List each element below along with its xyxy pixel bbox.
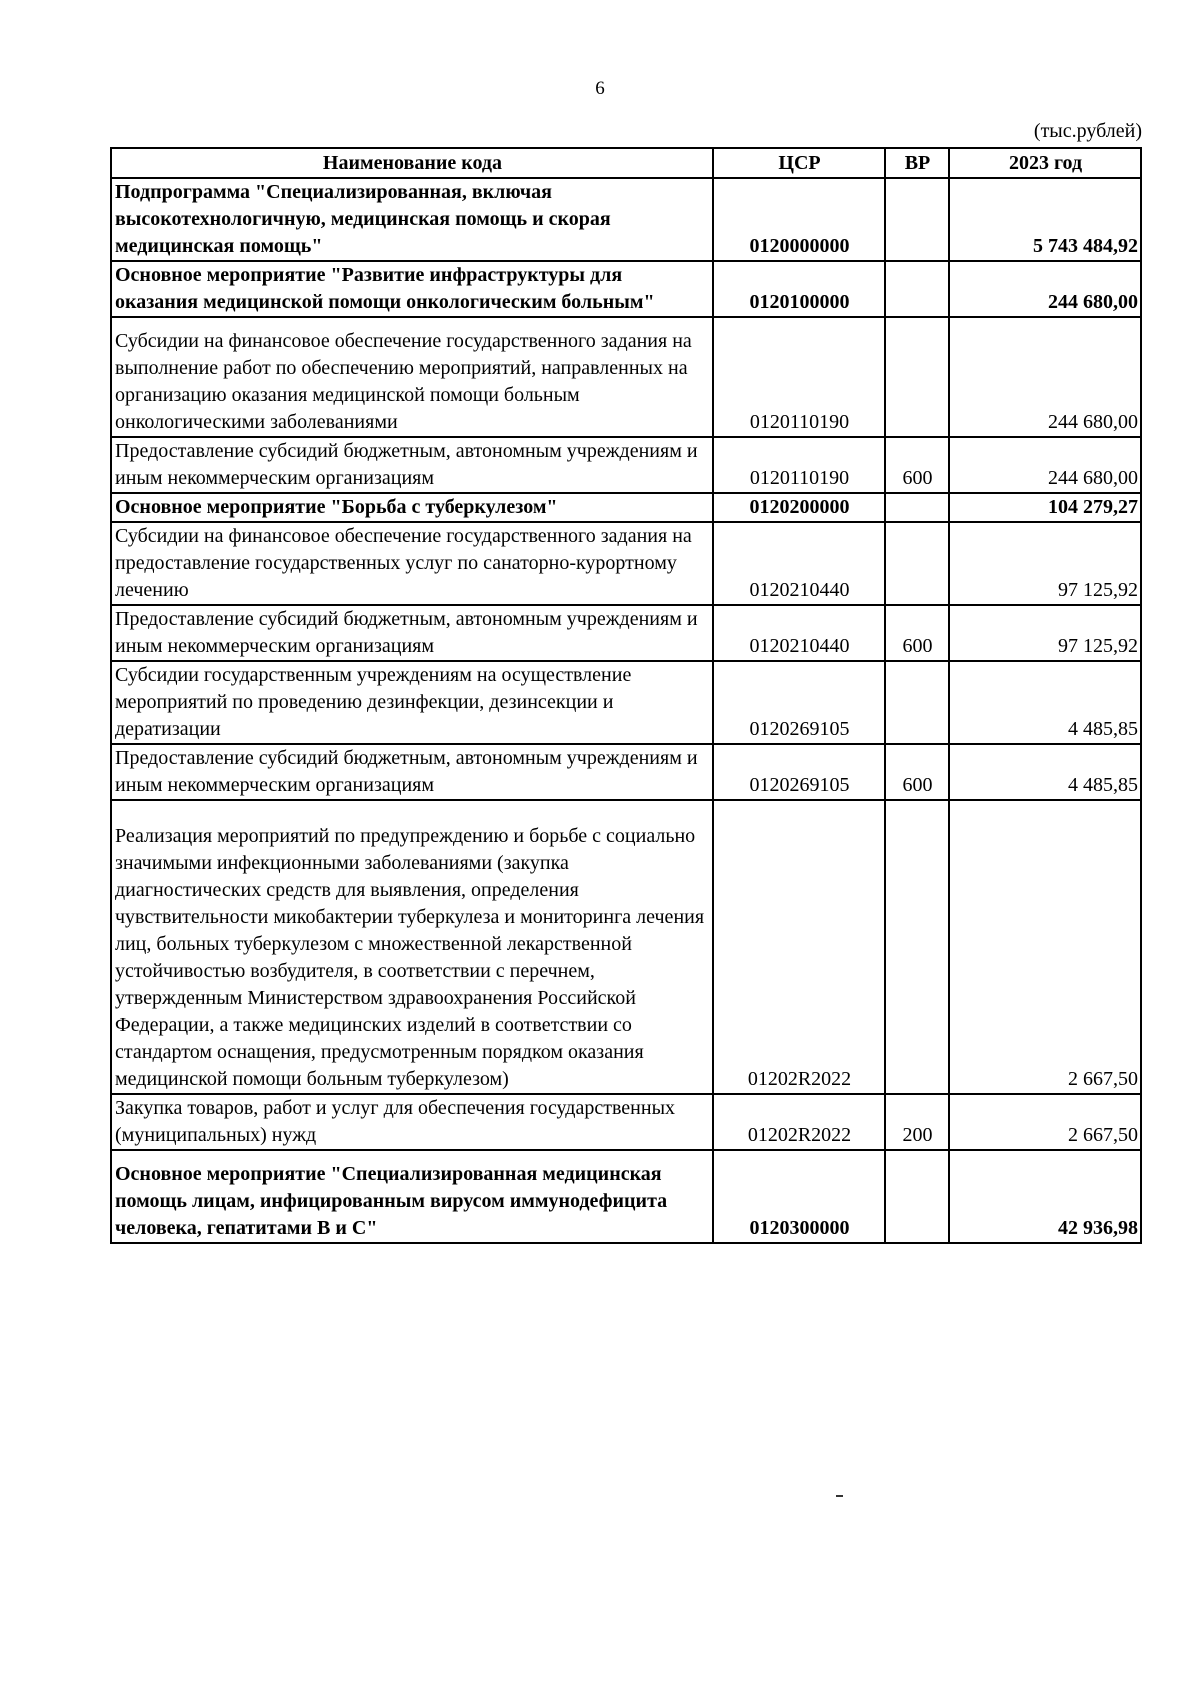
header-year: 2023 год [949,148,1141,178]
row-vr [885,261,949,317]
row-amount: 97 125,92 [949,605,1141,661]
row-name: Основное мероприятие "Борьба с туберкулезом" [111,493,713,522]
row-name: Подпрограмма "Специализированная, включая высокотехнологичную, медицинская помощь и скорая медицинская помощь" [111,178,713,261]
row-amount: 4 485,85 [949,744,1141,800]
row-name: Предоставление субсидий бюджетным, автономным учреждениям и иным некоммерческим организациям [111,605,713,661]
table-row [111,178,1141,261]
table-header-row [111,148,1141,178]
table-row [111,493,1141,522]
row-name: Предоставление субсидий бюджетным, автономным учреждениям и иным некоммерческим организациям [111,437,713,493]
row-name: Основное мероприятие "Специализированная медицинская помощь лицам, инфицированным вирусом иммунодефицита человека, гепатитами В и С" [111,1150,713,1243]
row-name: Закупка товаров, работ и услуг для обеспечения государственных (муниципальных) нужд [111,1094,713,1150]
row-name: Предоставление субсидий бюджетным, автономным учреждениям и иным некоммерческим организациям [111,744,713,800]
row-amount: 244 680,00 [949,261,1141,317]
row-vr [885,800,949,1094]
page-number: 6 [595,78,605,99]
row-csr: 01202R2022 [713,1094,885,1150]
table-row [111,744,1141,800]
units-note: (тыс.рублей) [1033,120,1142,142]
row-vr [885,661,949,744]
row-vr: 200 [885,1094,949,1150]
row-amount: 5 743 484,92 [949,178,1141,261]
row-csr: 0120200000 [713,493,885,522]
table-row [111,605,1141,661]
table-row [111,317,1141,437]
row-vr [885,317,949,437]
table-row [111,437,1141,493]
row-csr: 0120300000 [713,1150,885,1243]
row-csr: 0120100000 [713,261,885,317]
row-name: Субсидии государственным учреждениям на осуществление мероприятий по проведению дезинфекции, дезинсекции и дератизации [111,661,713,744]
row-csr: 0120269105 [713,744,885,800]
table-row [111,1150,1141,1243]
table-row [111,1094,1141,1150]
row-name: Основное мероприятие "Развитие инфраструктуры для оказания медицинской помощи онкологическим больным" [111,261,713,317]
row-csr: 0120210440 [713,522,885,605]
row-vr: 600 [885,437,949,493]
header-csr: ЦСР [713,148,885,178]
row-vr [885,1150,949,1243]
row-amount: 4 485,85 [949,661,1141,744]
row-csr: 0120210440 [713,605,885,661]
row-name: Субсидии на финансовое обеспечение государственного задания на выполнение работ по обеспечению мероприятий, направленных на организацию оказания медицинской помощи больным онкологическими заболеваниями [111,317,713,437]
table-row [111,800,1141,1094]
row-vr [885,493,949,522]
budget-table [110,147,1142,1244]
row-vr: 600 [885,744,949,800]
row-amount: 104 279,27 [949,493,1141,522]
row-amount: 42 936,98 [949,1150,1141,1243]
row-csr: 0120269105 [713,661,885,744]
row-amount: 244 680,00 [949,437,1141,493]
row-vr [885,178,949,261]
table-row [111,661,1141,744]
row-name: Субсидии на финансовое обеспечение государственного задания на предоставление государственных услуг по санаторно-курортному лечению [111,522,713,605]
row-amount: 2 667,50 [949,1094,1141,1150]
row-csr: 0120110190 [713,317,885,437]
row-csr: 0120110190 [713,437,885,493]
header-name: Наименование кода [111,148,713,178]
row-amount: 244 680,00 [949,317,1141,437]
table-row [111,522,1141,605]
row-name: Реализация мероприятий по предупреждению и борьбе с социально значимыми инфекционными заболеваниями (закупка диагностических средств для выявления, определения чувствительности микобактерии туберкулеза и мониторинга лечения лиц, больных туберкулезом с множественной лекарственной устойчивостью возбудителя, в соответствии с перечнем, утвержденным Министерством здравоохранения Российской Федерации, а также медицинских изделий в соответствии со стандартом оснащения, предусмотренным порядком оказания медицинской помощи больным туберкулезом) [111,800,713,1094]
row-vr: 600 [885,605,949,661]
header-vr: ВР [885,148,949,178]
scan-speck [836,1495,843,1497]
row-csr: 01202R2022 [713,800,885,1094]
row-csr: 0120000000 [713,178,885,261]
row-amount: 97 125,92 [949,522,1141,605]
table-row [111,261,1141,317]
row-amount: 2 667,50 [949,800,1141,1094]
row-vr [885,522,949,605]
